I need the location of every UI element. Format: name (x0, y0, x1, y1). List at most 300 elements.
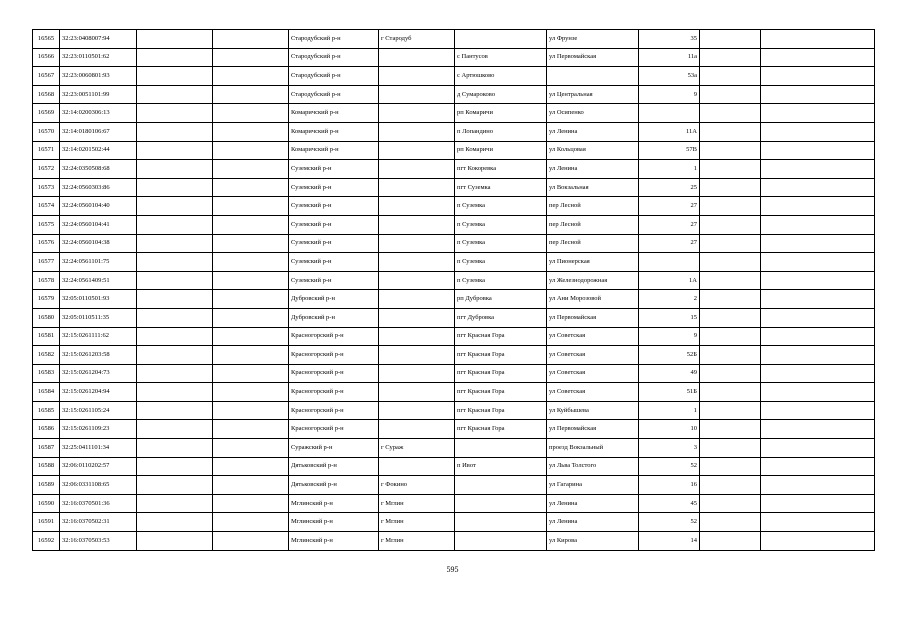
cell-empty-col-1 (137, 178, 213, 197)
cell-row-number: 16585 (33, 401, 60, 420)
cell-row-number: 16579 (33, 290, 60, 309)
table-row (33, 532, 875, 551)
cell-extra-col-1 (700, 215, 761, 234)
cell-city (379, 346, 455, 365)
cell-row-number: 16569 (33, 104, 60, 123)
cell-house-number: 1А (639, 271, 700, 290)
cell-house-number: 15 (639, 308, 700, 327)
table-row (33, 271, 875, 290)
cell-empty-col-2 (213, 401, 289, 420)
cell-cadastral-number: 32:14:0180106:67 (60, 122, 137, 141)
cell-extra-col-2 (761, 513, 875, 532)
cell-district: Суражский р-н (289, 439, 379, 458)
cell-extra-col-2 (761, 253, 875, 272)
cell-city (379, 215, 455, 234)
cell-empty-col-1 (137, 308, 213, 327)
cell-street: ул Железнодорожная (547, 271, 639, 290)
cell-empty-col-1 (137, 364, 213, 383)
cell-district: Дубровский р-н (289, 308, 379, 327)
cell-city (379, 290, 455, 309)
cell-empty-col-2 (213, 104, 289, 123)
cell-settlement (455, 439, 547, 458)
table-row (33, 197, 875, 216)
cell-cadastral-number: 32:16:0370502:31 (60, 513, 137, 532)
cell-empty-col-1 (137, 327, 213, 346)
cell-cadastral-number: 32:23:0051101:99 (60, 85, 137, 104)
cell-city (379, 383, 455, 402)
cell-settlement: д Сумароково (455, 85, 547, 104)
cell-street: ул Осипенко (547, 104, 639, 123)
cell-extra-col-1 (700, 67, 761, 86)
cell-city: г Мглин (379, 513, 455, 532)
table-row (33, 215, 875, 234)
table-row (33, 401, 875, 420)
cell-empty-col-1 (137, 122, 213, 141)
cell-extra-col-2 (761, 494, 875, 513)
cell-cadastral-number: 32:23:0060801:93 (60, 67, 137, 86)
cell-house-number: 51Б (639, 383, 700, 402)
cell-empty-col-2 (213, 253, 289, 272)
cell-empty-col-2 (213, 234, 289, 253)
cell-house-number: 53а (639, 67, 700, 86)
cell-empty-col-1 (137, 141, 213, 160)
cell-extra-col-2 (761, 67, 875, 86)
data-table (32, 29, 875, 551)
table-row (33, 457, 875, 476)
table-row (33, 364, 875, 383)
cell-house-number: 3 (639, 439, 700, 458)
cell-row-number: 16566 (33, 48, 60, 67)
cell-cadastral-number: 32:23:0408007:94 (60, 30, 137, 49)
cell-district: Суземский р-н (289, 215, 379, 234)
cell-extra-col-1 (700, 197, 761, 216)
cell-district: Дятьковский р-н (289, 457, 379, 476)
cell-district: Красногорский р-н (289, 327, 379, 346)
cell-house-number: 52 (639, 513, 700, 532)
cell-empty-col-1 (137, 476, 213, 495)
cell-empty-col-2 (213, 122, 289, 141)
cell-city (379, 234, 455, 253)
cell-street: ул Советская (547, 383, 639, 402)
cell-empty-col-2 (213, 439, 289, 458)
cell-settlement: п Суземка (455, 197, 547, 216)
cell-cadastral-number: 32:15:0261105:24 (60, 401, 137, 420)
cell-district: Стародубский р-н (289, 48, 379, 67)
table-row (33, 513, 875, 532)
page-number: 595 (446, 565, 459, 574)
cell-empty-col-2 (213, 327, 289, 346)
cell-city (379, 308, 455, 327)
cell-street: ул Ленина (547, 513, 639, 532)
cell-extra-col-2 (761, 290, 875, 309)
cell-settlement: пгт Красная Гора (455, 420, 547, 439)
cell-extra-col-1 (700, 401, 761, 420)
cell-extra-col-1 (700, 234, 761, 253)
table-row (33, 178, 875, 197)
cell-house-number: 25 (639, 178, 700, 197)
cell-empty-col-2 (213, 160, 289, 179)
cell-extra-col-1 (700, 104, 761, 123)
cell-city: г Фокино (379, 476, 455, 495)
cell-street: ул Кирова (547, 532, 639, 551)
cell-empty-col-1 (137, 253, 213, 272)
cell-row-number: 16573 (33, 178, 60, 197)
cell-extra-col-1 (700, 160, 761, 179)
cell-empty-col-2 (213, 420, 289, 439)
cell-district: Комаричский р-н (289, 122, 379, 141)
cell-empty-col-2 (213, 513, 289, 532)
cell-extra-col-1 (700, 271, 761, 290)
cell-row-number: 16571 (33, 141, 60, 160)
cell-empty-col-1 (137, 513, 213, 532)
cell-extra-col-2 (761, 383, 875, 402)
cell-extra-col-2 (761, 457, 875, 476)
table-row (33, 141, 875, 160)
cell-street: пер Лесной (547, 234, 639, 253)
cell-street: ул Первомайская (547, 420, 639, 439)
cell-street: ул Льва Толстого (547, 457, 639, 476)
cell-city: г Стародуб (379, 30, 455, 49)
cell-settlement: рп Комаричи (455, 141, 547, 160)
cell-district: Стародубский р-н (289, 85, 379, 104)
cell-extra-col-1 (700, 253, 761, 272)
cell-extra-col-2 (761, 234, 875, 253)
cell-row-number: 16590 (33, 494, 60, 513)
cell-house-number: 52 (639, 457, 700, 476)
cell-extra-col-2 (761, 420, 875, 439)
cell-empty-col-1 (137, 67, 213, 86)
cell-extra-col-2 (761, 122, 875, 141)
cell-empty-col-1 (137, 215, 213, 234)
cell-cadastral-number: 32:15:0261111:62 (60, 327, 137, 346)
cell-street: ул Гагарина (547, 476, 639, 495)
cell-empty-col-1 (137, 85, 213, 104)
cell-empty-col-2 (213, 30, 289, 49)
cell-street: ул Куйбышева (547, 401, 639, 420)
cell-empty-col-1 (137, 104, 213, 123)
cell-row-number: 16567 (33, 67, 60, 86)
cell-cadastral-number: 32:24:0560303:86 (60, 178, 137, 197)
cell-empty-col-2 (213, 457, 289, 476)
cell-settlement: п Суземка (455, 234, 547, 253)
cell-row-number: 16586 (33, 420, 60, 439)
cell-cadastral-number: 32:15:0261204:73 (60, 364, 137, 383)
cell-settlement: пгт Кокоревка (455, 160, 547, 179)
cell-street: ул Ленина (547, 122, 639, 141)
cell-row-number: 16584 (33, 383, 60, 402)
cell-extra-col-2 (761, 215, 875, 234)
cell-city (379, 160, 455, 179)
cell-empty-col-2 (213, 48, 289, 67)
cell-settlement: пгт Красная Гора (455, 364, 547, 383)
cell-cadastral-number: 32:14:0200306:13 (60, 104, 137, 123)
cell-empty-col-2 (213, 85, 289, 104)
cell-settlement: п Лопандино (455, 122, 547, 141)
cell-cadastral-number: 32:24:0560104:40 (60, 197, 137, 216)
cell-empty-col-2 (213, 178, 289, 197)
cell-cadastral-number: 32:16:0370501:36 (60, 494, 137, 513)
cell-extra-col-2 (761, 364, 875, 383)
cell-extra-col-1 (700, 48, 761, 67)
cell-district: Суземский р-н (289, 234, 379, 253)
cell-cadastral-number: 32:14:0201502:44 (60, 141, 137, 160)
cell-city (379, 401, 455, 420)
cell-district: Комаричский р-н (289, 104, 379, 123)
table-row (33, 30, 875, 49)
cell-extra-col-1 (700, 383, 761, 402)
cell-empty-col-2 (213, 290, 289, 309)
cell-extra-col-2 (761, 197, 875, 216)
cell-extra-col-1 (700, 327, 761, 346)
cell-district: Мглинский р-н (289, 532, 379, 551)
cell-empty-col-1 (137, 160, 213, 179)
cell-street: ул Ани Морозовой (547, 290, 639, 309)
cell-extra-col-1 (700, 308, 761, 327)
cell-street: ул Советская (547, 327, 639, 346)
cell-district: Красногорский р-н (289, 383, 379, 402)
cell-city (379, 420, 455, 439)
cell-extra-col-2 (761, 308, 875, 327)
cell-city (379, 85, 455, 104)
cell-house-number (639, 104, 700, 123)
cell-street (547, 67, 639, 86)
cell-extra-col-2 (761, 160, 875, 179)
cell-empty-col-2 (213, 346, 289, 365)
table-row (33, 48, 875, 67)
cell-settlement (455, 30, 547, 49)
cell-cadastral-number: 32:16:0370503:53 (60, 532, 137, 551)
cell-settlement (455, 532, 547, 551)
cell-extra-col-1 (700, 85, 761, 104)
cell-house-number: 57В (639, 141, 700, 160)
cell-row-number: 16591 (33, 513, 60, 532)
cell-settlement: пгт Красная Гора (455, 383, 547, 402)
cell-empty-col-2 (213, 67, 289, 86)
cell-extra-col-2 (761, 48, 875, 67)
cell-extra-col-2 (761, 178, 875, 197)
table-row (33, 420, 875, 439)
cell-cadastral-number: 32:24:0561409:51 (60, 271, 137, 290)
cell-city: г Мглин (379, 494, 455, 513)
cell-cadastral-number: 32:15:0261204:94 (60, 383, 137, 402)
table-row (33, 290, 875, 309)
cell-extra-col-1 (700, 476, 761, 495)
cell-city: г Сураж (379, 439, 455, 458)
cell-empty-col-1 (137, 271, 213, 290)
cell-extra-col-1 (700, 439, 761, 458)
cell-empty-col-2 (213, 476, 289, 495)
table-body (33, 30, 875, 551)
table-row (33, 327, 875, 346)
cell-district: Мглинский р-н (289, 513, 379, 532)
cell-row-number: 16588 (33, 457, 60, 476)
cell-empty-col-1 (137, 439, 213, 458)
cell-empty-col-1 (137, 420, 213, 439)
cell-extra-col-1 (700, 30, 761, 49)
cell-extra-col-1 (700, 290, 761, 309)
cell-street: пер Лесной (547, 215, 639, 234)
cell-district: Мглинский р-н (289, 494, 379, 513)
cell-street: ул Фрунзе (547, 30, 639, 49)
cell-district: Комаричский р-н (289, 141, 379, 160)
cell-row-number: 16572 (33, 160, 60, 179)
cell-extra-col-1 (700, 457, 761, 476)
cell-empty-col-1 (137, 234, 213, 253)
cell-settlement: пгт Красная Гора (455, 346, 547, 365)
cell-house-number: 11А (639, 122, 700, 141)
cell-city (379, 271, 455, 290)
cell-house-number: 2 (639, 290, 700, 309)
cell-district: Красногорский р-н (289, 346, 379, 365)
cell-city: г Мглин (379, 532, 455, 551)
cell-row-number: 16581 (33, 327, 60, 346)
cell-city (379, 48, 455, 67)
cell-street: ул Вокзальная (547, 178, 639, 197)
cell-street: ул Советская (547, 364, 639, 383)
cell-district: Красногорский р-н (289, 401, 379, 420)
cell-city (379, 178, 455, 197)
cell-city (379, 67, 455, 86)
cell-empty-col-2 (213, 494, 289, 513)
cell-extra-col-1 (700, 532, 761, 551)
cell-settlement: рп Комаричи (455, 104, 547, 123)
cell-street: ул Кольцовая (547, 141, 639, 160)
table-row (33, 439, 875, 458)
cell-empty-col-2 (213, 308, 289, 327)
cell-extra-col-2 (761, 532, 875, 551)
cell-district: Красногорский р-н (289, 364, 379, 383)
cell-settlement: с Артюшково (455, 67, 547, 86)
cell-extra-col-1 (700, 178, 761, 197)
cell-settlement (455, 513, 547, 532)
cell-cadastral-number: 32:24:0560104:38 (60, 234, 137, 253)
cell-cadastral-number: 32:05:0110501:93 (60, 290, 137, 309)
cell-house-number: 14 (639, 532, 700, 551)
table-row (33, 494, 875, 513)
table-row (33, 346, 875, 365)
cell-house-number (639, 253, 700, 272)
cell-cadastral-number: 32:24:0350508:68 (60, 160, 137, 179)
cell-house-number: 1 (639, 401, 700, 420)
cell-empty-col-2 (213, 141, 289, 160)
cell-district: Дятьковский р-н (289, 476, 379, 495)
cell-empty-col-1 (137, 30, 213, 49)
cell-house-number: 9 (639, 85, 700, 104)
cell-row-number: 16565 (33, 30, 60, 49)
cell-street: ул Советская (547, 346, 639, 365)
cell-house-number: 27 (639, 234, 700, 253)
cell-empty-col-1 (137, 48, 213, 67)
cell-street: ул Первомайская (547, 48, 639, 67)
cell-city (379, 457, 455, 476)
cell-house-number: 27 (639, 197, 700, 216)
cell-extra-col-2 (761, 271, 875, 290)
cell-street: ул Первомайская (547, 308, 639, 327)
cell-extra-col-2 (761, 104, 875, 123)
cell-house-number: 27 (639, 215, 700, 234)
cell-cadastral-number: 32:23:0110501:62 (60, 48, 137, 67)
cell-city (379, 327, 455, 346)
cell-house-number: 35 (639, 30, 700, 49)
cell-extra-col-1 (700, 122, 761, 141)
cell-extra-col-1 (700, 364, 761, 383)
cell-house-number: 10 (639, 420, 700, 439)
cell-house-number: 9 (639, 327, 700, 346)
cell-extra-col-2 (761, 476, 875, 495)
cell-settlement (455, 494, 547, 513)
cell-row-number: 16582 (33, 346, 60, 365)
cell-district: Суземский р-н (289, 178, 379, 197)
table-row (33, 476, 875, 495)
cell-settlement: с Пантусов (455, 48, 547, 67)
cell-house-number: 11а (639, 48, 700, 67)
cell-row-number: 16575 (33, 215, 60, 234)
cell-street: ул Ленина (547, 160, 639, 179)
cell-settlement: п Суземка (455, 271, 547, 290)
cell-row-number: 16570 (33, 122, 60, 141)
cell-empty-col-2 (213, 197, 289, 216)
table-row (33, 67, 875, 86)
cell-district: Суземский р-н (289, 271, 379, 290)
cell-city (379, 364, 455, 383)
cell-settlement: пгт Красная Гора (455, 327, 547, 346)
table-row (33, 234, 875, 253)
cell-empty-col-1 (137, 457, 213, 476)
cell-settlement: п Суземка (455, 215, 547, 234)
cell-empty-col-2 (213, 364, 289, 383)
cell-extra-col-2 (761, 346, 875, 365)
cell-empty-col-2 (213, 271, 289, 290)
cell-street: проезд Вокзальный (547, 439, 639, 458)
cell-empty-col-2 (213, 383, 289, 402)
cell-row-number: 16576 (33, 234, 60, 253)
cell-extra-col-2 (761, 141, 875, 160)
cell-extra-col-1 (700, 513, 761, 532)
cell-cadastral-number: 32:06:0331108:65 (60, 476, 137, 495)
cell-district: Суземский р-н (289, 253, 379, 272)
table-row (33, 122, 875, 141)
table-row (33, 383, 875, 402)
cell-extra-col-1 (700, 494, 761, 513)
cell-city (379, 197, 455, 216)
table-row (33, 308, 875, 327)
cell-extra-col-2 (761, 30, 875, 49)
cell-row-number: 16589 (33, 476, 60, 495)
cell-extra-col-2 (761, 327, 875, 346)
cell-empty-col-1 (137, 346, 213, 365)
cell-settlement: пгт Суземка (455, 178, 547, 197)
cell-settlement: п Ивот (455, 457, 547, 476)
cell-street: ул Ленина (547, 494, 639, 513)
cell-cadastral-number: 32:15:0261109:23 (60, 420, 137, 439)
cell-row-number: 16574 (33, 197, 60, 216)
cell-city (379, 122, 455, 141)
cell-empty-col-1 (137, 197, 213, 216)
cell-empty-col-1 (137, 494, 213, 513)
cell-district: Суземский р-н (289, 197, 379, 216)
cell-district: Красногорский р-н (289, 420, 379, 439)
cell-city (379, 253, 455, 272)
cell-street: пер Лесной (547, 197, 639, 216)
table-row (33, 85, 875, 104)
cell-row-number: 16587 (33, 439, 60, 458)
cell-row-number: 16592 (33, 532, 60, 551)
table-row (33, 104, 875, 123)
cell-extra-col-2 (761, 439, 875, 458)
table-row (33, 253, 875, 272)
cell-cadastral-number: 32:25:0411101:34 (60, 439, 137, 458)
cell-extra-col-1 (700, 346, 761, 365)
